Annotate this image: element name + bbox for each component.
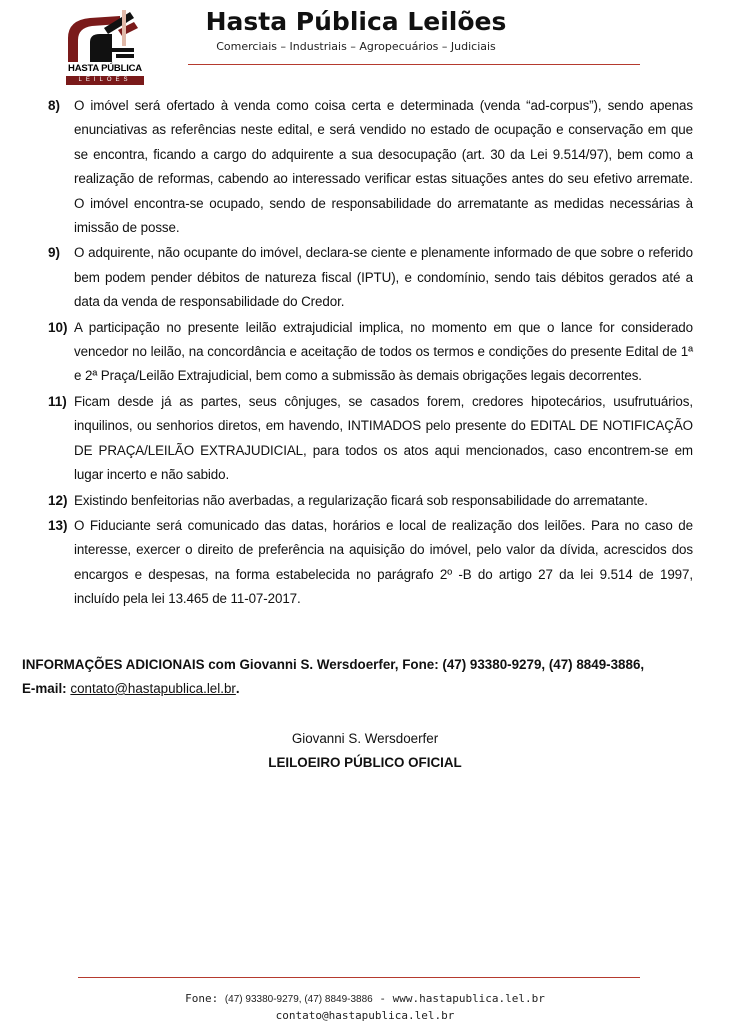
brand-subtitle: Comerciais – Industriais – Agropecuários – Judiciais	[216, 40, 496, 53]
logo-emblem-icon	[60, 8, 150, 64]
footer-phones: (47) 93380-9279, (47) 8849-3886	[224, 994, 373, 1005]
email-suffix: .	[235, 681, 240, 696]
clause-item	[48, 390, 693, 488]
additional-info	[22, 653, 694, 701]
clause-number: 13)	[48, 517, 68, 533]
clause-item	[48, 316, 693, 389]
clause-number: 10)	[48, 319, 68, 335]
clause-item	[48, 241, 693, 314]
footer-separator: -	[379, 992, 386, 1005]
clause-text: O imóvel será ofertado à venda como coisa certa e determinada (venda “ad-corpus”), sendo apenas enunciativas as referências neste edital, e será vendido no estado de ocupação e conservação em que se encontra, ficando a cargo do adquirente a sua desocupação (art. 30 da Lei 9.514/97), bem como a realização de reformas, cabendo ao interessado verificar estas situações antes do seu efetivo arremate. O imóvel encontra-se ocupado, sendo de responsabilidade do arrematante as medidas necessárias à imissão de posse.	[74, 98, 693, 236]
clause-item	[48, 489, 693, 513]
logo-text: HASTA PÚBLICA	[68, 63, 142, 74]
clause-text: O Fiduciante será comunicado das datas, horários e local de realização dos leilões. Para no caso de interesse, exercer o direito de preferência na aquisição do imóvel, pelo valor da dívida, acrescidos dos encargos e despesas, na forma estabelecida no parágrafo 2º -B do artigo 27 da lei 9.514 de 1997, incluído pela lei 13.465 de 11-07-2017.	[74, 517, 693, 607]
company-logo	[60, 8, 150, 88]
footer-email[interactable]: contato@hastapublica.lel.br	[275, 1009, 455, 1022]
footer-phone-label: Fone:	[185, 992, 219, 1005]
clause-text: Ficam desde já as partes, seus cônjuges, se casados forem, credores hipotecários, usufrutuários, inquilinos, ou senhorios diretos, em havendo, INTIMADOS pelo presente do EDITAL DE NOTIFICAÇÃO DE PRAÇA/LEILÃO EXTRAJUDICIAL, para todos os atos aqui mencionados, caso encontrem-se em lugar incerto e não sabido.	[74, 393, 693, 483]
brand-title: Hasta Pública Leilões	[205, 7, 507, 36]
clause-number: 8)	[48, 98, 61, 113]
footer-contact-line	[0, 991, 730, 1008]
clause-list	[48, 94, 693, 613]
page-footer	[0, 991, 730, 1024]
footer-divider	[78, 977, 640, 978]
signature-block	[0, 727, 730, 775]
header-divider	[188, 64, 640, 65]
email-label: E-mail:	[22, 681, 67, 696]
signer-name: Giovanni S. Wersdoerfer	[291, 731, 439, 746]
clause-number: 12)	[48, 492, 68, 508]
logo-subtext: LEILÕES	[66, 76, 144, 85]
clause-item	[48, 514, 693, 612]
clause-number: 11)	[48, 393, 67, 409]
clause-text: A participação no presente leilão extrajudicial implica, no momento em que o lance for considerado vencedor no leilão, na concordância e aceitação de todos os termos e condições do presente Edital de 1ª e 2ª Praça/Leilão Extrajudicial, bem como a submissão às demais obrigações legais decorrentes.	[74, 319, 693, 384]
clause-item	[48, 94, 693, 240]
clause-text: Existindo benfeitorias não averbadas, a regularização ficará sob responsabilidade do arrematante.	[74, 492, 648, 508]
footer-website[interactable]: www.hastapublica.lel.br	[392, 992, 545, 1005]
info-email-line	[22, 677, 694, 701]
clause-number: 9)	[48, 245, 61, 261]
email-link[interactable]: contato@hastapublica.lel.br	[70, 681, 236, 696]
info-contact-line: INFORMAÇÕES ADICIONAIS com Giovanni S. Wersdoerfer, Fone: (47) 93380-9279, (47) 8849-3886,	[22, 657, 645, 672]
clause-text: O adquirente, não ocupante do imóvel, declara-se ciente e plenamente informado de que sobre o referido bem podem pender débitos de natureza fiscal (IPTU), e condomínio, sendo tais débitos gerados até a data da venda de responsabilidade do Credor.	[74, 245, 693, 310]
signer-title: LEILOEIRO PÚBLICO OFICIAL	[268, 755, 462, 770]
